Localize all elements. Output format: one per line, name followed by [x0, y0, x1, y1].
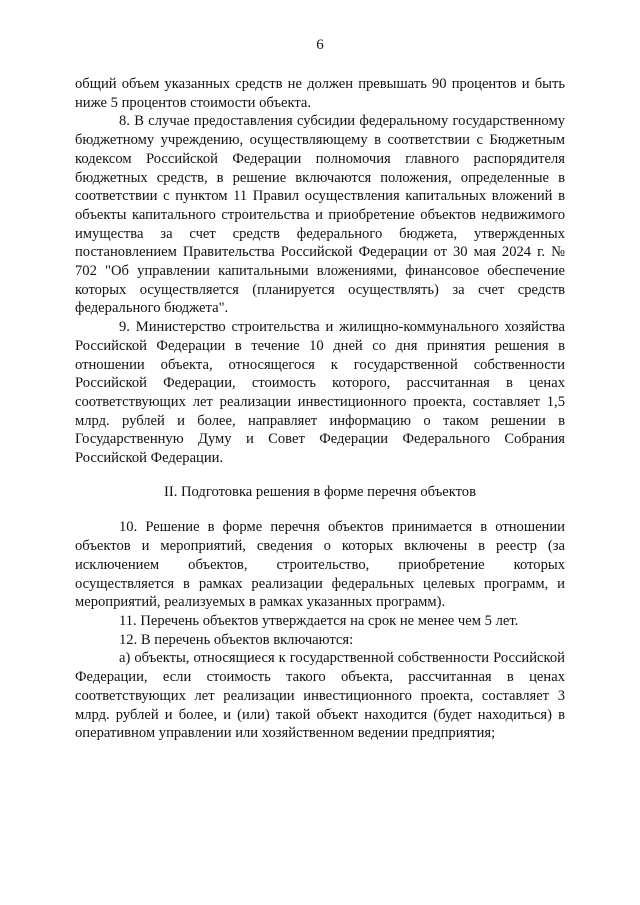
page-number: 6: [316, 37, 324, 53]
paragraph-item-11: 11. Перечень объектов утверждается на срок не менее чем 5 лет.: [119, 612, 519, 629]
paragraph-continuation: общий объем указанных средств не должен превышать 90 процентов и быть ниже 5 процентов стоимости объекта.: [75, 76, 565, 111]
paragraph-item-12a: а) объекты, относящиеся к государственной собственности Российской Федерации, если стоимость такого объекта, рассчитанная в ценах соответствующих лет реализации инвестиционного проекта, составляет 3 млрд. рублей и более, и (или) такой объект находится (будет находиться) в оперативном управлении или хозяйственном ведении предприятия;: [75, 650, 565, 742]
paragraph-item-12: 12. В перечень объектов включаются:: [119, 631, 354, 648]
paragraph-item-8: 8. В случае предоставления субсидии федеральному государственному бюджетному учреждению, осуществляющему в соответствии с Бюджетным кодексом Российской Федерации полномочия главного распорядителя бюджетных средств, в решение включаются положения, определенные в соответствии с пунктом 11 Правил осуществления капитальных вложений в объекты капитального строительства и приобретение объектов недвижимого имущества за счет средств федерального бюджета, утвержденных постановлением Правительства Российской Федерации от 30 мая 2024 г. № 702 "Об управлении капитальными вложениями, финансовое обеспечение которых осуществляется (планируется осуществлять) за счет средств федерального бюджета".: [75, 113, 565, 317]
document-body: [75, 75, 565, 743]
paragraph-item-9: 9. Министерство строительства и жилищно-коммунального хозяйства Российской Федерации в течение 10 дней со дня принятия решения в отношении объекта, относящегося к государственной собственности Российской Федерации, стоимость которого, рассчитанная в ценах соответствующих лет реализации инвестиционного проекта, составляет 1,5 млрд. рублей и более, направляет информацию о таком решении в Государственную Думу и Совет Федерации Федерального Собрания Российской Федерации.: [75, 319, 565, 467]
paragraph-item-10: 10. Решение в форме перечня объектов принимается в отношении объектов и мероприятий, сведения о которых включены в реестр (за исключением объектов, строительство, приобретение которых осуществляется в рамках реализации федеральных целевых программ, и мероприятий, реализуемых в рамках указанных программ).: [75, 519, 565, 611]
section-heading: II. Подготовка решения в форме перечня объектов: [163, 483, 476, 500]
